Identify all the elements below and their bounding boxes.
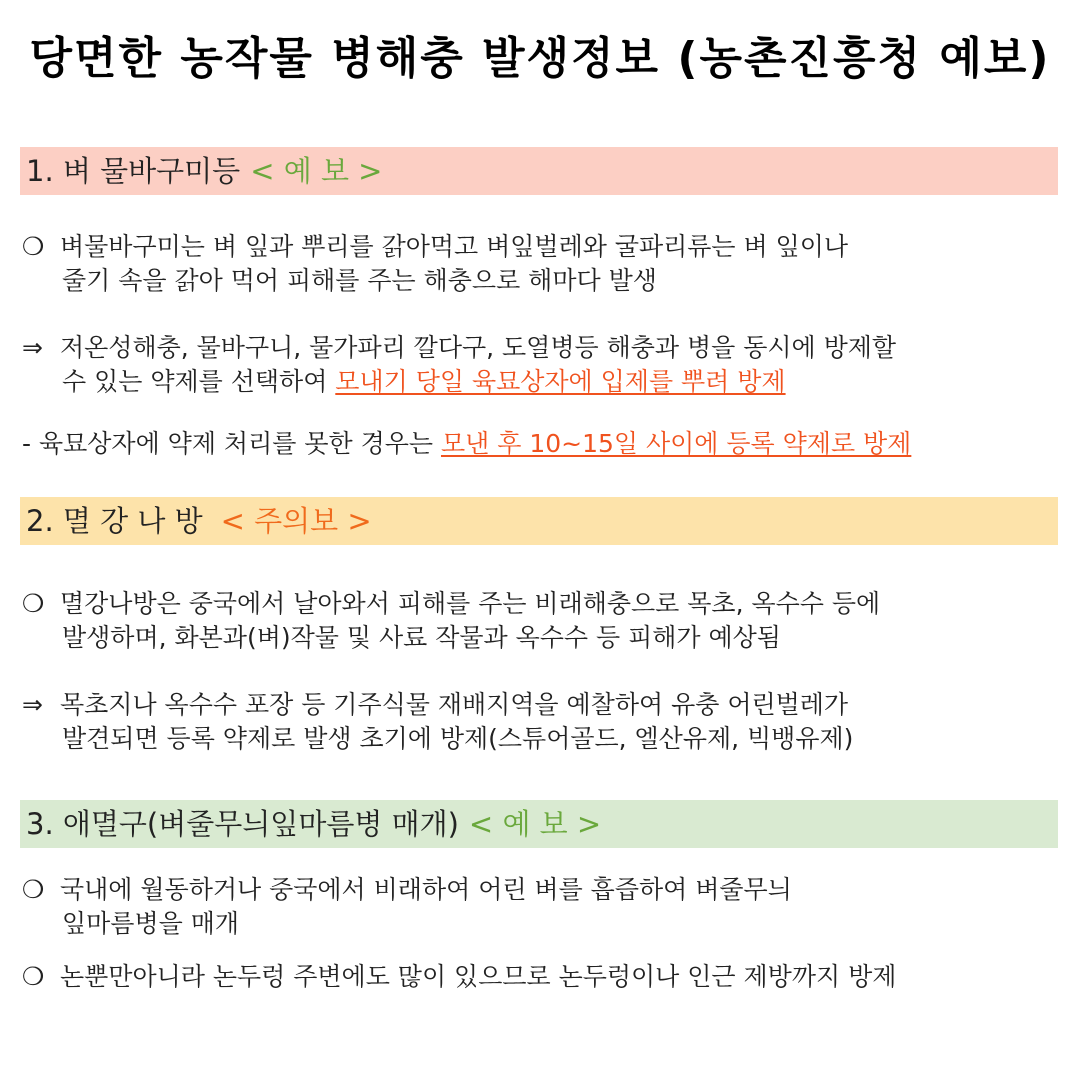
item-text: 잎마름병을 매개 — [62, 909, 239, 938]
forecast-tag: < 예 보 > — [250, 154, 383, 188]
list-item — [22, 688, 1062, 756]
item-text: 벼물바구미는 벼 잎과 뿌리를 갉아먹고 벼잎벌레와 굴파리류는 벼 잎이나 — [60, 232, 849, 261]
section-header-planthopper — [20, 800, 1058, 848]
circle-bullet-icon: ❍ — [22, 875, 45, 904]
arrow-bullet-icon: ⇒ — [22, 333, 43, 362]
list-item — [22, 331, 1062, 399]
list-item — [22, 587, 1062, 655]
section-header-armyworm — [20, 497, 1058, 545]
item-text: 줄기 속을 갉아 먹어 피해를 주는 해충으로 해마다 발생 — [62, 266, 657, 295]
list-item — [22, 230, 1062, 298]
item-text: 육묘상자에 약제 처리를 못한 경우는 — [38, 429, 441, 458]
list-item — [22, 873, 1062, 941]
item-text: 수 있는 약제를 선택하여 — [62, 367, 336, 396]
highlight-text: 모낸 후 10~15일 사이에 등록 약제로 방제 — [440, 429, 912, 458]
section-header-rice-weevil — [20, 147, 1058, 195]
item-text: 멸강나방은 중국에서 날아와서 피해를 주는 비래해충으로 목초, 옥수수 등에 — [60, 589, 881, 618]
item-text: 국내에 월동하거나 중국에서 비래하여 어린 벼를 흡즙하여 벼줄무늬 — [60, 875, 792, 904]
item-text: 발생하며, 화본과(벼)작물 및 사료 작물과 옥수수 등 피해가 예상됨 — [62, 623, 781, 652]
arrow-bullet-icon: ⇒ — [22, 690, 43, 719]
forecast-tag: < 예 보 > — [468, 807, 602, 841]
item-text: 논뿐만아니라 논두렁 주변에도 많이 있으므로 논두렁이나 인근 제방까지 방제 — [60, 962, 897, 991]
page-title: 당면한 농작물 병해충 발생정보 (농촌진흥청 예보) — [29, 33, 1051, 84]
item-text: 목초지나 옥수수 포장 등 기주식물 재배지역을 예찰하여 유충 어린벌레가 — [60, 690, 849, 719]
section-heading: 3. 애멸구(벼줄무늬잎마름병 매개) — [26, 807, 459, 841]
section-heading: 2. 멸 강 나 방 — [26, 504, 203, 538]
section-heading: 1. 벼 물바구미등 — [26, 154, 241, 188]
list-item — [22, 427, 1062, 461]
circle-bullet-icon: ❍ — [22, 962, 45, 991]
dash-bullet: - — [22, 429, 32, 458]
item-text: 발견되면 등록 약제로 발생 초기에 방제(스튜어골드, 엘산유제, 빅뱅유제) — [62, 724, 854, 753]
circle-bullet-icon: ❍ — [22, 232, 45, 261]
highlight-text: 모내기 당일 육묘상자에 입제를 뿌려 방제 — [335, 367, 786, 396]
list-item — [22, 960, 1062, 994]
warning-tag: < 주의보 > — [220, 504, 372, 538]
item-text: 저온성해충, 물바구니, 물가파리 깔다구, 도열병등 해충과 병을 동시에 방제할 — [60, 333, 897, 362]
circle-bullet-icon: ❍ — [22, 589, 45, 618]
